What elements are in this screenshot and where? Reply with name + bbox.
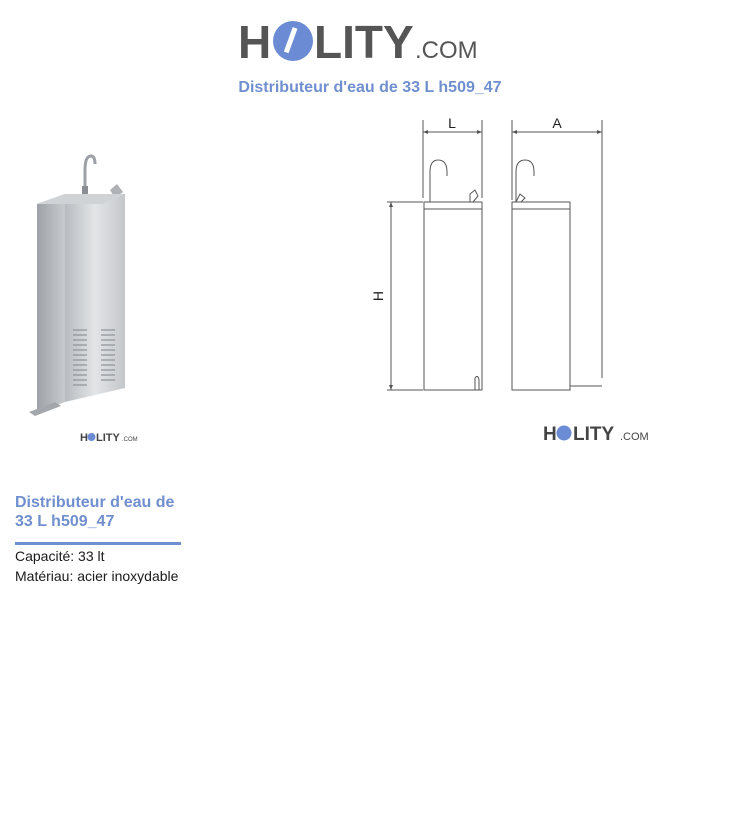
svg-text:.COM: .COM [122, 437, 138, 443]
spec-row-capacity [15, 546, 178, 566]
logo-mark-icon [273, 21, 313, 61]
dimension-label-depth: A [552, 115, 562, 131]
product-heading-line1: Distributeur d'eau de [15, 494, 175, 511]
svg-text:H: H [238, 16, 272, 68]
dimension-label-width: L [448, 115, 456, 131]
svg-text:LITY: LITY [96, 432, 120, 444]
diagram-holity-logo [543, 421, 647, 445]
page-title: Distributeur d'eau de 33 L h509_47 [238, 79, 502, 96]
dimension-diagram [365, 110, 610, 400]
product-heading-line2: 33 L h509_47 [15, 513, 115, 530]
holity-logo [238, 10, 482, 68]
photo-holity-logo [80, 430, 136, 444]
spec-value: acier inoxydable [77, 568, 179, 584]
svg-text:H: H [543, 424, 557, 445]
svg-text:LITY: LITY [314, 16, 414, 68]
heading-divider [15, 542, 181, 545]
product-heading [15, 493, 195, 531]
svg-text:.COM: .COM [415, 37, 478, 64]
svg-text:LITY: LITY [573, 424, 615, 445]
spec-list [15, 546, 178, 586]
svg-text:.COM: .COM [620, 431, 649, 443]
spec-row-material [15, 566, 178, 586]
product-photo [25, 150, 135, 420]
dimension-label-height: H [370, 290, 386, 302]
spec-label: Matériau: [15, 568, 74, 584]
spec-value: 33 lt [78, 548, 105, 564]
spec-label: Capacité: [15, 548, 75, 564]
svg-text:H: H [80, 432, 88, 444]
